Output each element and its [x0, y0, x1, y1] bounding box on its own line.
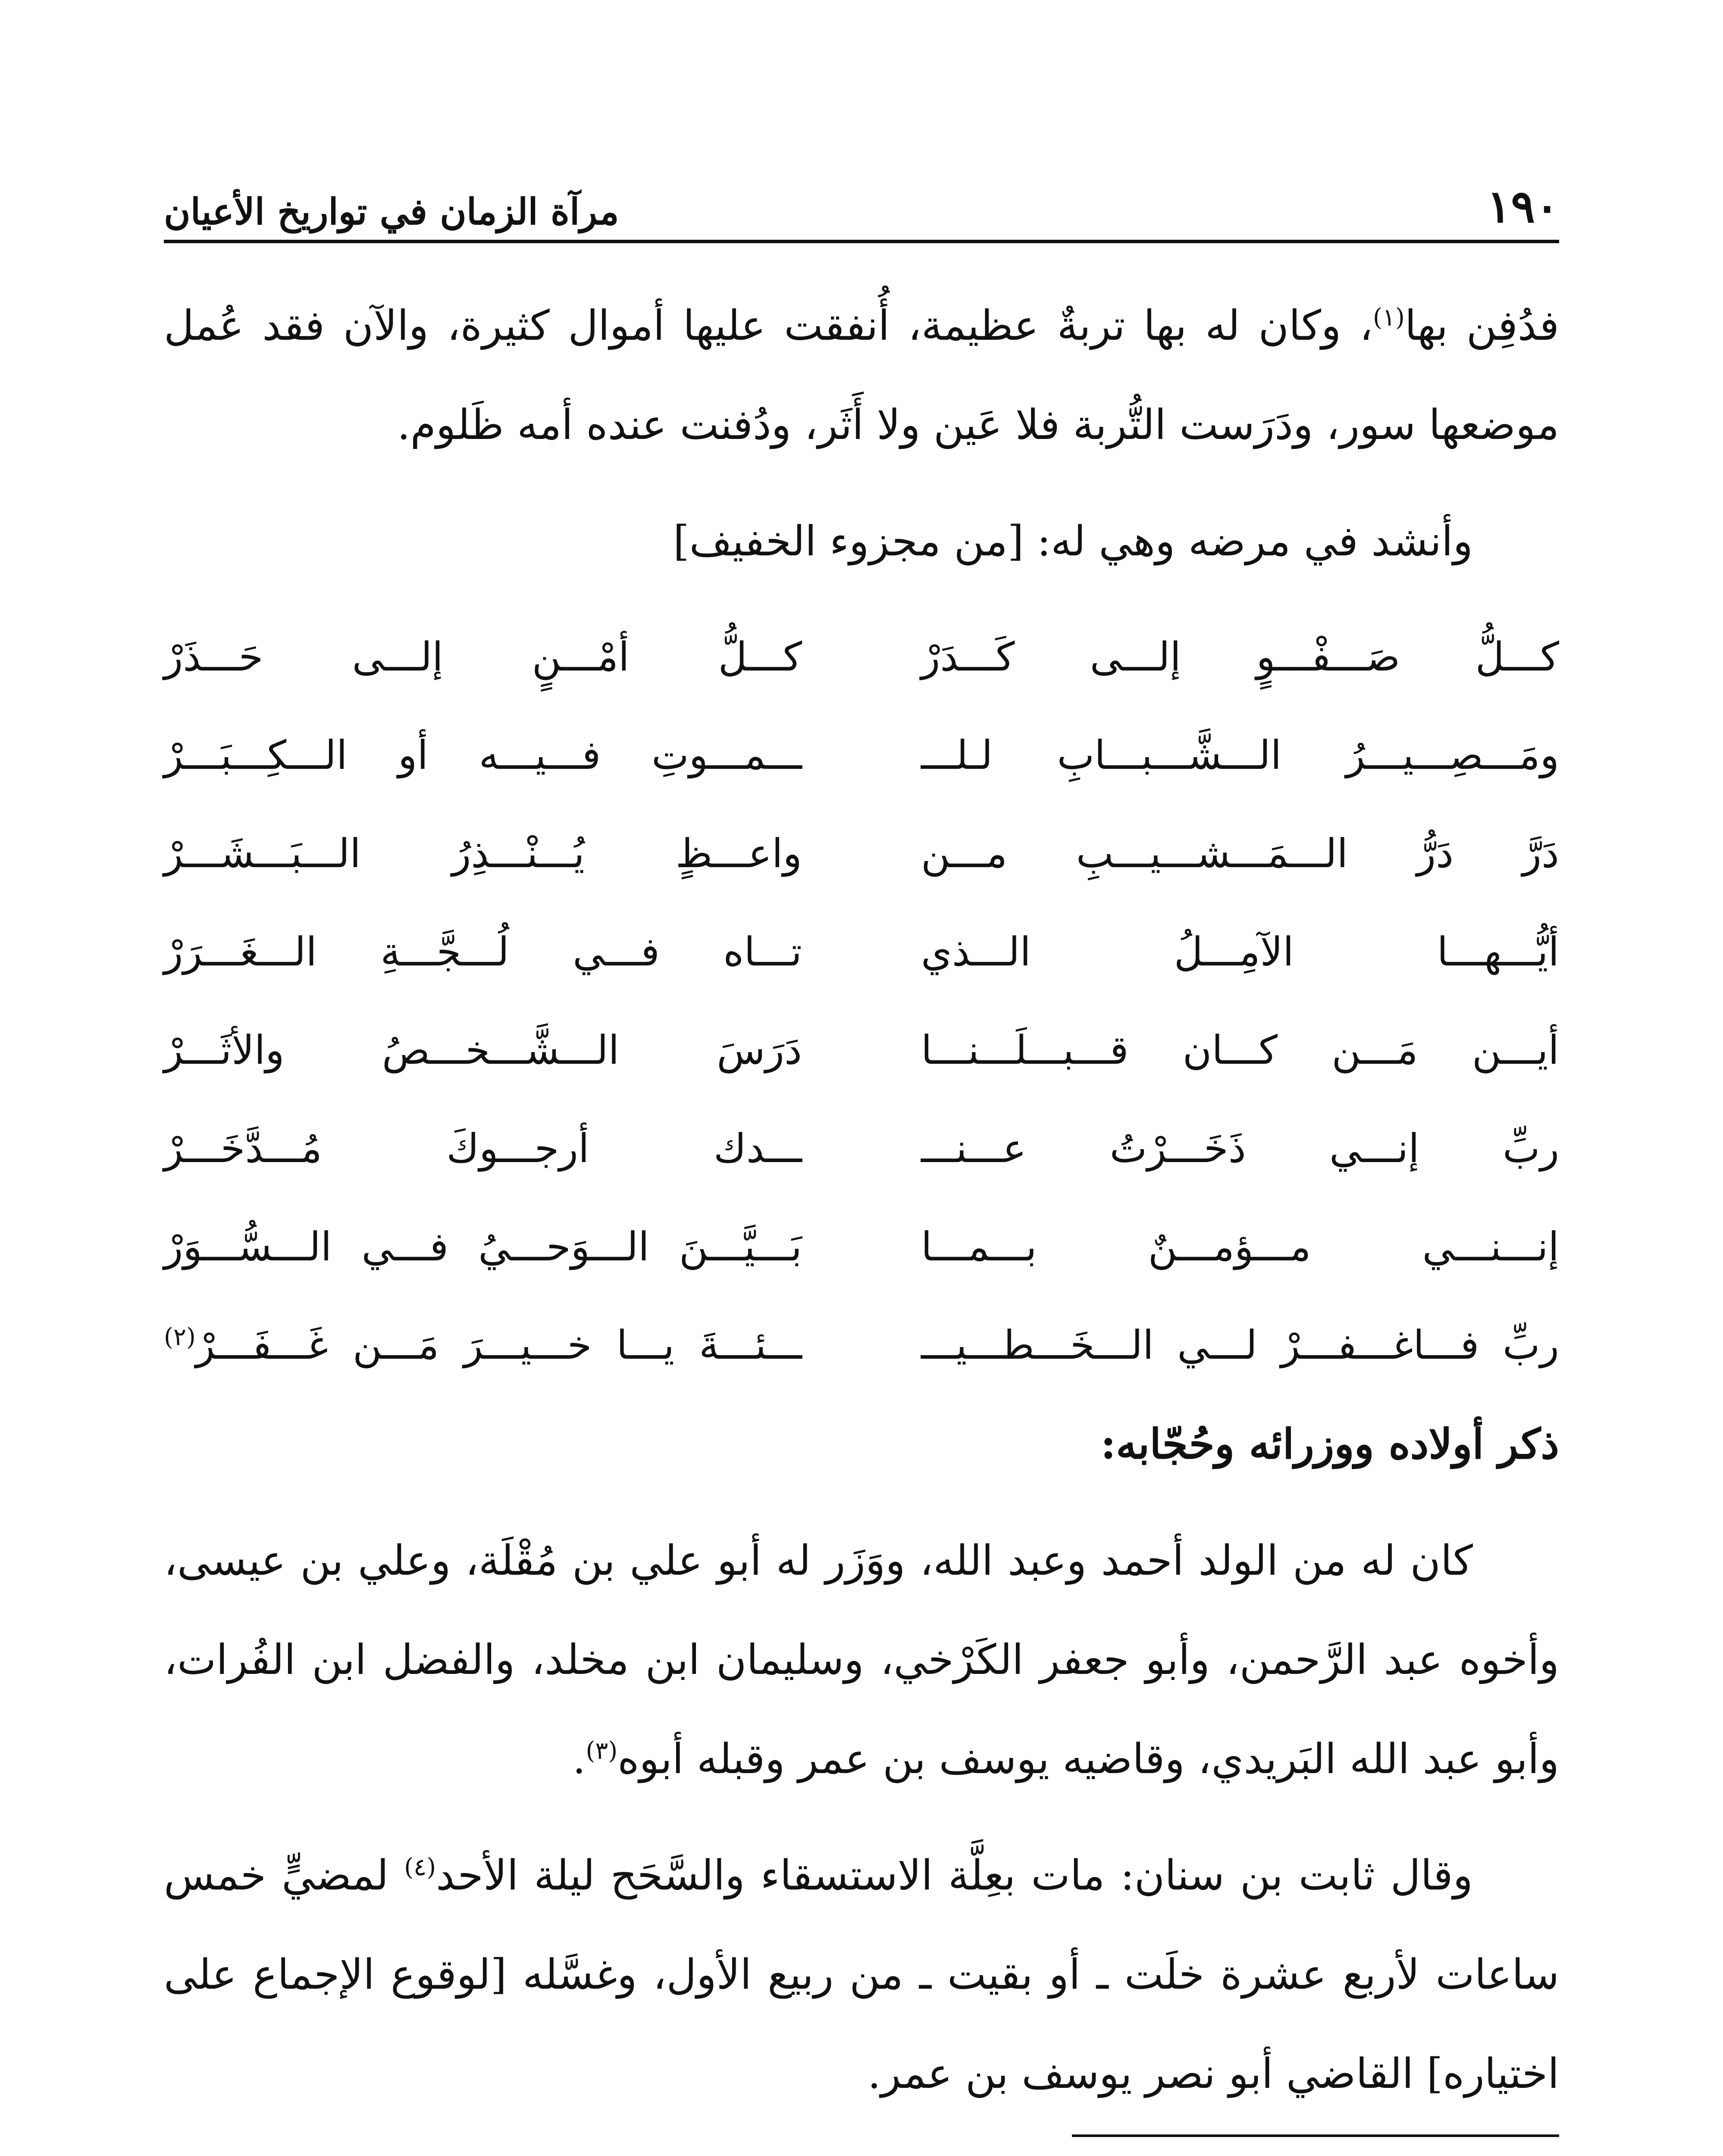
verse-first-hemistich: دَرَّ دَرُّ الـــمَـــشـــيـــبِ مـــن — [921, 830, 1559, 877]
poem-verse — [164, 903, 1559, 1001]
verse-second-hemistich: تـــاه فـــي لُـــجَّـــةِ الـــغَـــرَرْ — [164, 929, 802, 975]
footnotes — [164, 2134, 1559, 2156]
verse-second-hemistich-wrap — [164, 1296, 802, 1395]
poem-intro: وأنشد في مرضه وهي له: [من مجزوء الخفيف] — [673, 517, 1473, 565]
paragraph-burial — [164, 276, 1559, 474]
footnote-ref: (٤) — [404, 1853, 436, 1881]
poem — [164, 608, 1559, 1395]
poem-verse — [164, 608, 1559, 706]
paragraph-text: لمضيٍّ خمس ساعات لأربع عشرة خلَت ـ أو بقيت ـ من ربيع الأول، وغسَّله [لوقوع الإجماع على اختياره] القاضي أبو نصر يوسف بن عمر. — [164, 1851, 1560, 2098]
paragraph-text: كان له من الولد أحمد وعبد الله، ووَزَر له أبو علي بن مُقْلَة، وعلي بن عيسى، وأخوه عبد الرَّحمن، وأبو جعفر الكَرْخي، وسليمان ابن مخلد، والفضل ابن الفُرات، وأبو عبد الله البَريدي، وقاضيه يوسف بن عمر وقبله أبوه — [164, 1536, 1560, 1783]
running-title: مرآة الزمان في تواريخ الأعيان — [164, 190, 619, 233]
paragraph-text: فدُفِن بها — [1404, 301, 1560, 350]
verse-first-hemistich: ومَـــصِـــيـــرُ الـــشَّـــبـــابِ لـلـــ — [921, 732, 1559, 778]
paragraph-text: وقال ثابت بن سنان: مات بعِلَّة الاستسقاء والسَّحَح ليلة الأحد — [436, 1851, 1473, 1899]
footnote-ref: (٣) — [586, 1737, 618, 1765]
poem-verse — [164, 1198, 1559, 1296]
verse-first-hemistich: أيـــن مَـــن كـــان قـــبـــلَـــنـــا — [921, 1027, 1559, 1073]
verse-second-hemistich: دَرَسَ الـــشَّـــخـــصُ والأثَـــرْ — [164, 1027, 802, 1073]
verse-second-hemistich: كـــلُّ أمْـــنٍ إلـــى حَـــذَرْ — [164, 634, 802, 680]
poem-verse — [164, 706, 1559, 805]
verse-second-hemistich: بَـــيَّـــنَ الـــوَحـــيُ فـــي الـــسُّـــوَرْ — [164, 1224, 802, 1270]
paragraph-text: . — [572, 1735, 586, 1783]
verse-first-hemistich: إنـــنـــي مـــؤمـــنٌ بـــمـــا — [921, 1224, 1559, 1270]
footnote-divider — [1072, 2134, 1559, 2137]
footnote — [164, 2150, 1559, 2156]
verse-first-hemistich: ربِّ فـــاغـــفـــرْ لـــي الـــخَـــطـــيـــ — [921, 1322, 1559, 1368]
footnote-list — [164, 2150, 1559, 2156]
paragraph-death — [164, 1826, 1559, 2123]
page-number: ١٩٠ — [1487, 180, 1559, 233]
footnote-ref: (١) — [1373, 304, 1405, 332]
verse-first-hemistich: ربِّ إنـــي ذَخَـــرْتُ عـــنـــ — [921, 1125, 1559, 1172]
paragraph-text: ، وكان له بها تربةٌ عظيمة، أُنفقت عليها أموال كثيرة، والآن فقد عُمل موضعها سور، ودَرَست التُّربة فلا عَين ولا أَثَر، ودُفنت عنده أمه ظَلوم. — [164, 301, 1559, 449]
verse-first-hemistich: أيُّـــهـــا الآمِـــلُ الـــذي — [921, 929, 1559, 975]
poem-verse — [164, 1296, 1559, 1395]
verse-second-hemistich: واعـــظٍ يُـــنْـــذِرُ الـــبَـــشَـــرْ — [164, 830, 802, 877]
page-header — [164, 164, 1559, 243]
poem-verse — [164, 1100, 1559, 1198]
paragraph-children-viziers — [164, 1511, 1559, 1808]
verse-second-hemistich: ـــمـــوتِ فـــيـــه أو الـــكِـــبَـــرْ — [164, 732, 802, 778]
verse-first-hemistich: كـــلُّ صَـــفْـــوٍ إلـــى كَـــدَرْ — [921, 634, 1559, 680]
verse-second-hemistich: ـــئـــةَ يـــا خـــيـــرَ مَـــن غَـــفَـــرْ — [195, 1322, 802, 1368]
poem-verse — [164, 805, 1559, 903]
main-text — [164, 276, 1559, 2156]
section-heading: ذكر أولاده ووزرائه وحُجّابه: — [1100, 1420, 1559, 1468]
verse-second-hemistich: ـــدك أرجـــوكَ مُـــدَّخَـــرْ — [164, 1125, 802, 1172]
poem-verse — [164, 1001, 1559, 1100]
footnote-ref: (٢) — [164, 1323, 196, 1351]
